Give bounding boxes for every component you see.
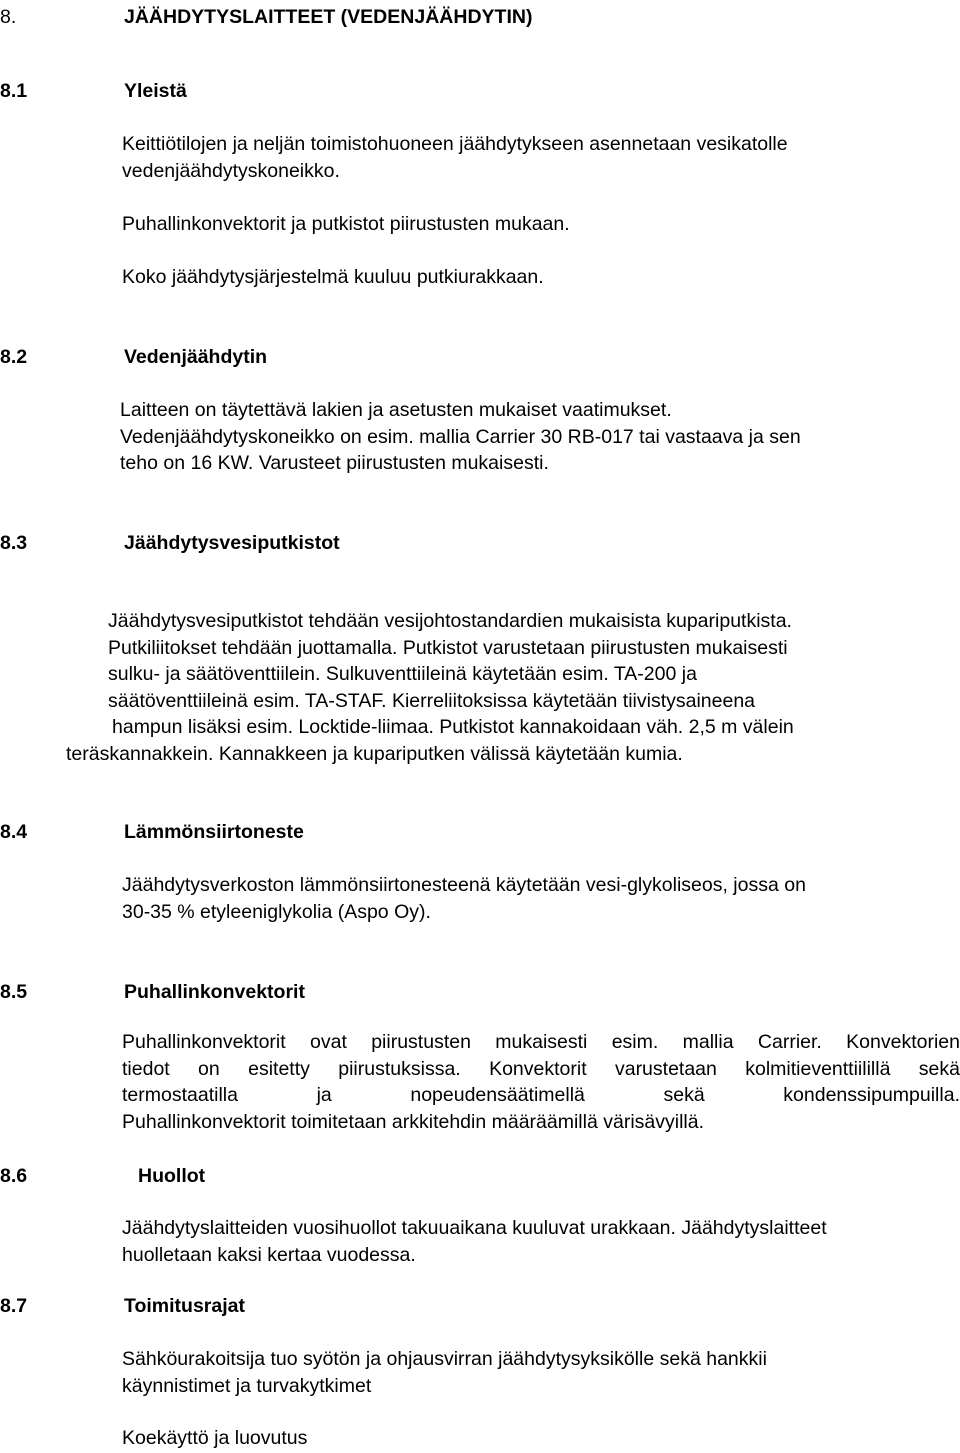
section-8-5-number: 8.5	[0, 981, 28, 1003]
paragraph-line: hampun lisäksi esim. Locktide-liimaa. Putkistot kannakoidaan väh. 2,5 m välein	[112, 716, 794, 738]
paragraph-line: tiedot on esitetty piirustuksissa. Konvektorit varustetaan kolmitieventtiilillä sekä	[122, 1057, 960, 1080]
section-8-3-number: 8.3	[0, 532, 28, 554]
section-8-5-title: Puhallinkonvektorit	[124, 981, 305, 1003]
paragraph-line: Sähköurakoitsija tuo syötön ja ohjausvirran jäähdytysyksikölle sekä hankkii	[122, 1348, 767, 1370]
paragraph-line: Vedenjäähdytyskoneikko on esim. mallia Carrier 30 RB-017 tai vastaava ja sen	[120, 425, 801, 448]
section-8-6-number: 8.6	[0, 1165, 28, 1187]
section-8-7-closing-line: Koekäyttö ja luovutus	[122, 1427, 308, 1449]
paragraph-line: käynnistimet ja turvakytkimet	[122, 1374, 372, 1397]
section-8-1-title: Yleistä	[124, 80, 187, 102]
paragraph-line: huolletaan kaksi kertaa vuodessa.	[122, 1243, 416, 1266]
paragraph-line: Jäähdytyslaitteiden vuosihuollot takuuaikana kuuluvat urakkaan. Jäähdytyslaitteet	[122, 1217, 827, 1239]
section-8-7-number: 8.7	[0, 1295, 28, 1317]
section-8-4-number: 8.4	[0, 821, 28, 843]
section-8-1-paragraph-2: Puhallinkonvektorit ja putkistot piirustusten mukaan.	[122, 213, 570, 235]
section-8-2-paragraph	[120, 397, 801, 477]
paragraph-line: Jäähdytysverkoston lämmönsiirtonesteenä käytetään vesi-glykoliseos, jossa on	[122, 874, 806, 896]
paragraph-line: termostaatilla ja nopeudensäätimellä sekä kondenssipumpuilla.	[122, 1084, 960, 1106]
paragraph-line: Jäähdytysvesiputkistot tehdään vesijohtostandardien mukaisista kupariputkista.	[108, 610, 792, 632]
section-8-7-title: Toimitusrajat	[124, 1295, 245, 1317]
paragraph-line: 30-35 % etyleeniglykolia (Aspo Oy).	[122, 900, 431, 923]
section-8-1-number: 8.1	[0, 80, 28, 102]
section-8-7-paragraph	[122, 1346, 767, 1399]
section-8-5-paragraph	[122, 1029, 960, 1135]
section-8-4-title: Lämmönsiirtoneste	[124, 821, 304, 843]
section-8-6-title: Huollot	[138, 1165, 206, 1187]
section-8-2-title: Vedenjäähdytin	[124, 346, 268, 368]
paragraph-line: teho on 16 KW. Varusteet piirustusten mukaisesti.	[120, 452, 549, 474]
paragraph-line: säätöventtiileinä esim. TA-STAF. Kierreliitoksissa käytetään tiivistysaineena	[108, 689, 756, 712]
section-8-3-paragraph	[66, 608, 794, 767]
section-8-title: JÄÄHDYTYSLAITTEET (VEDENJÄÄHDYTIN)	[124, 6, 533, 28]
paragraph-line: vedenjäähdytyskoneikko.	[122, 159, 340, 182]
section-8-3-title: Jäähdytysvesiputkistot	[124, 532, 340, 554]
paragraph-line: Puhallinkonvektorit ovat piirustusten mukaisesti esim. mallia Carrier. Konvektorien	[122, 1031, 960, 1053]
section-8-4-paragraph	[122, 872, 806, 925]
section-8-2-number: 8.2	[0, 346, 28, 368]
section-8-1-paragraph-1	[122, 131, 788, 184]
section-8-6-paragraph	[122, 1215, 827, 1268]
section-8-1-paragraph-3: Koko jäähdytysjärjestelmä kuuluu putkiurakkaan.	[122, 266, 544, 288]
paragraph-line: teräskannakkein. Kannakkeen ja kupariputken välissä käytetään kumia.	[66, 742, 683, 765]
paragraph-line: sulku- ja säätöventtiilein. Sulkuventtiileinä käytetään esim. TA-200 ja	[108, 663, 697, 685]
paragraph-line: Putkiliitokset tehdään juottamalla. Putkistot varustetaan piirustusten mukaisesti	[108, 636, 788, 659]
paragraph-line: Keittiötilojen ja neljän toimistohuoneen jäähdytykseen asennetaan vesikatolle	[122, 133, 788, 155]
paragraph-line: Puhallinkonvektorit toimitetaan arkkitehdin määräämillä värisävyillä.	[122, 1110, 705, 1133]
section-8-number: 8.	[0, 6, 17, 28]
paragraph-line: Laitteen on täytettävä lakien ja asetusten mukaiset vaatimukset.	[120, 399, 672, 421]
